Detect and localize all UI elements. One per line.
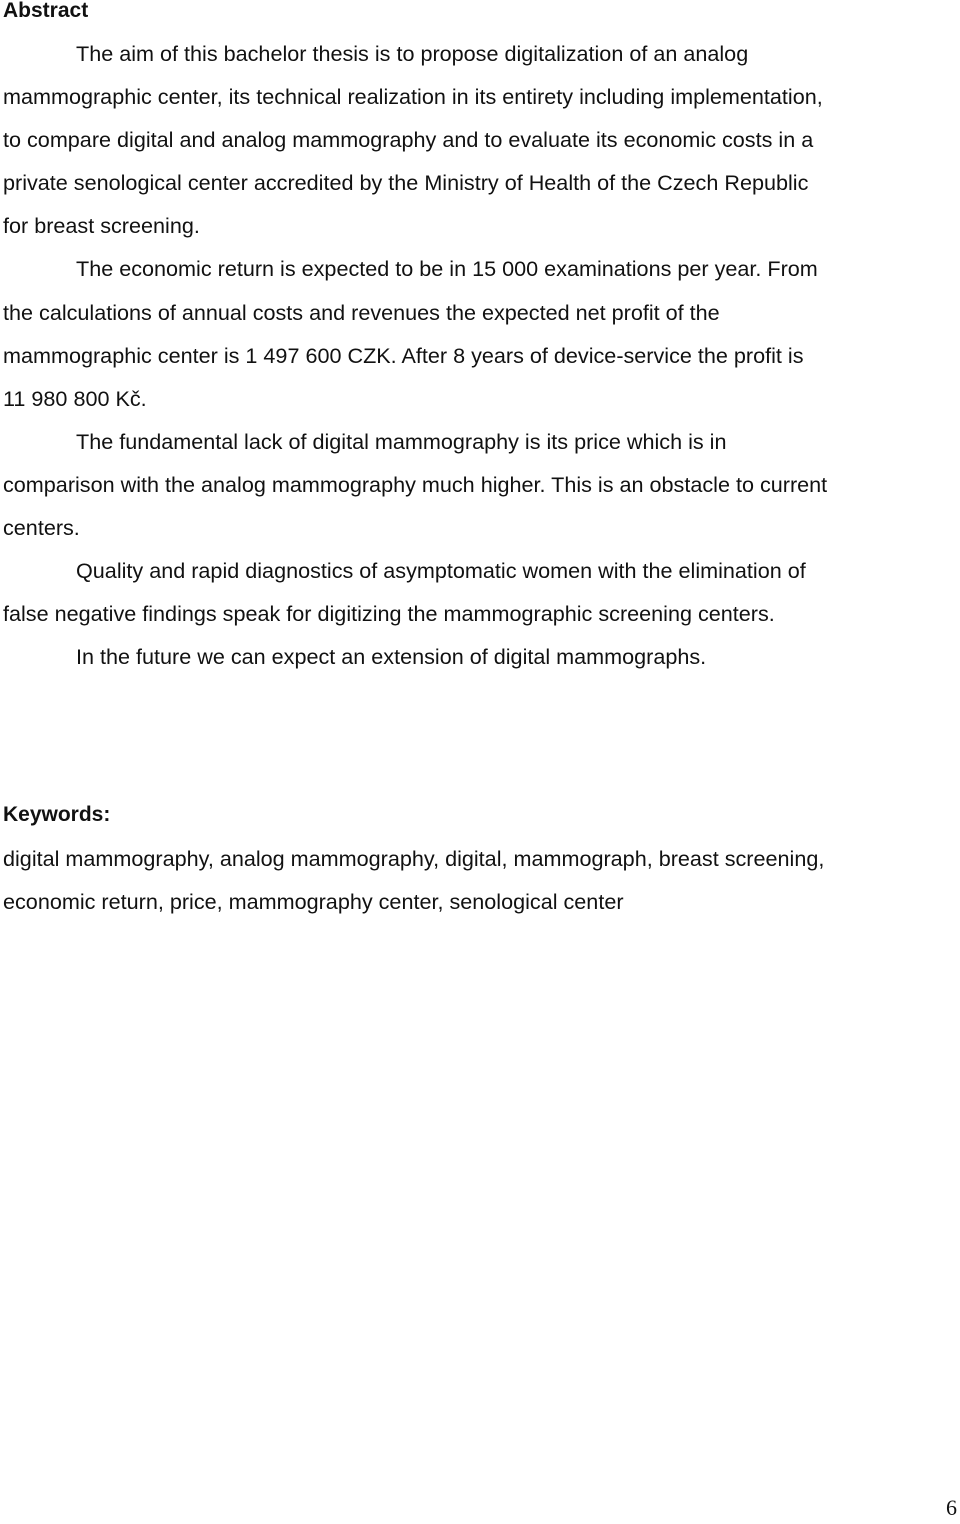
keywords-heading: Keywords:: [3, 803, 111, 826]
abstract-paragraph-5-line: In the future we can expect an extension of digital mammographs.: [76, 644, 707, 670]
abstract-paragraph-3-line: centers.: [3, 515, 80, 541]
abstract-paragraph-3-line: comparison with the analog mammography much higher. This is an obstacle to current: [3, 471, 828, 497]
page-number: 6: [946, 1495, 957, 1520]
abstract-paragraph-2-line: mammographic center is 1 497 600 CZK. After 8 years of device-service the profit is: [3, 342, 804, 368]
abstract-paragraph-2-line: The economic return is expected to be in 15 000 examinations per year. From: [76, 256, 818, 282]
abstract-body: [3, 32, 960, 678]
keywords-line: economic return, price, mammography center, senological center: [3, 889, 624, 915]
abstract-paragraph-2-line: the calculations of annual costs and revenues the expected net profit of the: [3, 299, 720, 325]
abstract-paragraph-1-line: private senological center accredited by the Ministry of Health of the Czech Republic: [3, 170, 809, 196]
abstract-paragraph-4-line: false negative findings speak for digitizing the mammographic screening centers.: [3, 601, 775, 627]
abstract-paragraph-1-line: to compare digital and analog mammography and to evaluate its economic costs in a: [3, 127, 814, 153]
keywords-list: [3, 837, 960, 923]
abstract-paragraph-2-line: 11 980 800 Kč.: [3, 385, 147, 411]
abstract-paragraph-4-line: Quality and rapid diagnostics of asymptomatic women with the elimination of: [76, 558, 806, 584]
abstract-paragraph-3-line: The fundamental lack of digital mammography is its price which is in: [76, 428, 727, 454]
abstract-heading: Abstract: [3, 0, 89, 22]
abstract-paragraph-1-line: mammographic center, its technical realization in its entirety including implementation,: [3, 84, 823, 110]
abstract-paragraph-1-line: for breast screening.: [3, 213, 200, 239]
abstract-paragraph-1-line: The aim of this bachelor thesis is to propose digitalization of an analog: [76, 41, 749, 66]
keywords-line: digital mammography, analog mammography, digital, mammograph, breast screening,: [3, 846, 825, 871]
